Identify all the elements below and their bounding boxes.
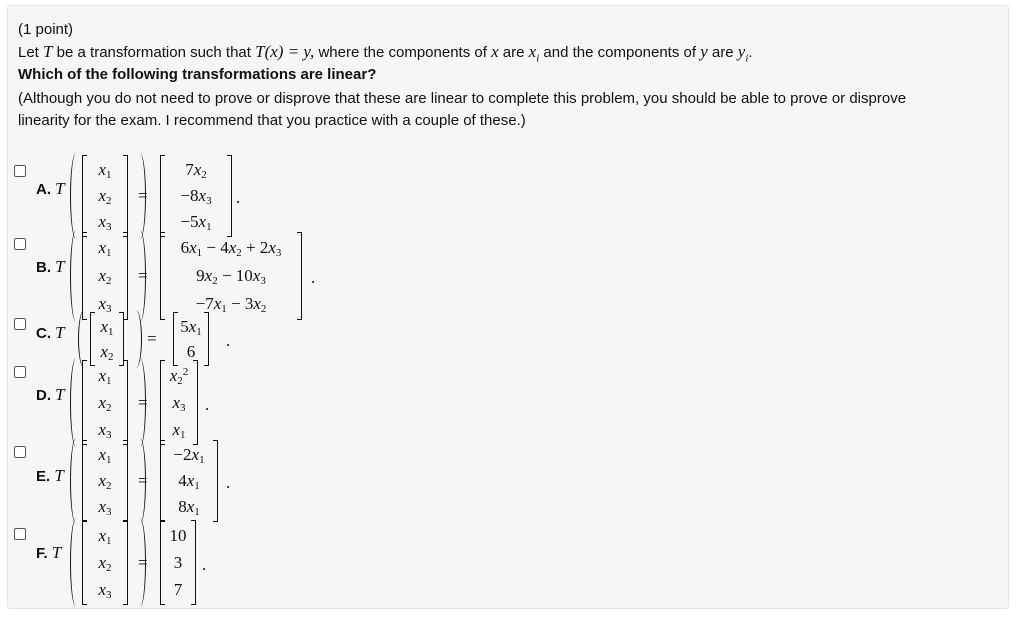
input-left-bracket [90,312,95,366]
input-left-bracket [82,520,87,605]
output-right-bracket [227,155,232,237]
output-entry: $-7x_1 - 3x_2$ [195,294,267,315]
input-entry: $x_1$ [98,160,112,181]
input-left-bracket [82,360,87,445]
option-checkbox[interactable] [14,238,26,250]
input-entry: $x_2$ [98,471,112,492]
period: . [311,268,316,287]
equals-sign: = [138,392,148,412]
option-label: B. T [36,257,65,276]
output-entry: $4x_1$ [178,471,200,492]
option-label: D. T [36,385,65,404]
equals-sign: = [138,266,148,285]
left-paren [70,230,82,322]
output-entry: $-2x_1$ [173,445,205,466]
left-paren [70,518,82,607]
input-entry: $x_3$ [98,497,112,518]
option-checkbox[interactable] [14,528,26,540]
option-checkbox[interactable] [14,366,26,378]
input-entry: $x_3$ [98,579,112,601]
input-left-bracket [82,155,87,237]
problem-intro: Let T be a transformation such that T(x) = y, where the components of x are $x_i$ and the components of y are $y_i$. [18,42,753,65]
note-line-1: (Although you do not need to prove or disprove that these are linear to complete this problem, you should be able to prove or disprove [18,90,907,107]
period: . [205,394,210,414]
option-checkbox[interactable] [14,446,26,458]
input-entry: $x_2$ [98,266,112,287]
period: . [236,188,241,207]
input-entry: $x_2$ [98,186,112,207]
period: . [226,331,231,350]
output-right-bracket [213,440,218,522]
output-entry: $x_2^2$ [169,365,189,387]
equals-sign: = [138,471,148,490]
left-paren [70,438,82,524]
input-entry: $x_3$ [98,294,112,315]
note-line-2: linearity for the exam. I recommend that you practice with a couple of these.) [18,112,526,129]
option-label: F. T [36,543,62,562]
input-entry: $x_1$ [98,238,112,259]
output-left-bracket [160,232,165,320]
output-right-bracket [193,360,198,445]
option-label: A. T [36,179,65,198]
output-entry: 7 [173,579,183,599]
input-entry: $x_1$ [98,445,112,466]
output-left-bracket [160,360,165,445]
input-right-bracket [123,155,128,237]
output-entry: $6x_1 - 4x_2 + 2x_3$ [180,238,282,259]
output-left-bracket [160,520,165,605]
output-entry: 6 [186,341,196,361]
equals-sign: = [147,329,157,348]
option-checkbox[interactable] [14,165,26,177]
input-entry: $x_1$ [100,316,114,338]
input-entry: $x_2$ [100,341,114,363]
equals-sign: = [138,186,148,205]
output-entry: $-5x_1$ [180,212,212,233]
question-text: Which of the following transformations are linear? [18,66,377,83]
input-right-bracket [123,440,128,522]
input-entry: $x_3$ [98,212,112,233]
output-entry: $x_3$ [172,392,186,414]
input-entry: $x_3$ [98,419,112,441]
output-entry: $7x_2$ [185,160,207,181]
output-left-bracket [173,312,178,366]
left-paren [70,153,82,239]
input-entry: $x_2$ [98,552,112,574]
option-label: C. T [36,323,65,342]
output-left-bracket [160,440,165,522]
equals-sign: = [138,552,148,572]
input-left-bracket [82,440,87,522]
output-right-bracket [191,520,196,605]
left-paren [70,358,82,447]
output-entry: $9x_2 - 10x_3$ [196,266,266,287]
input-right-bracket [119,312,124,366]
input-entry: $x_1$ [98,525,112,547]
input-right-bracket [123,360,128,445]
input-left-bracket [82,232,87,320]
option-label: E. T [36,466,64,485]
input-right-bracket [123,520,128,605]
input-entry: $x_2$ [98,392,112,414]
output-entry: 3 [173,552,183,572]
input-entry: $x_1$ [98,365,112,387]
output-right-bracket [297,232,302,320]
period: . [202,554,207,574]
output-entry: $5x_1$ [180,316,202,338]
output-left-bracket [160,155,165,237]
output-entry: 10 [169,525,187,545]
input-right-bracket [123,232,128,320]
points-label: (1 point) [18,21,74,38]
output-right-bracket [204,312,209,366]
period: . [226,473,231,492]
output-entry: $8x_1$ [178,497,200,518]
output-entry: $-8x_3$ [180,186,212,207]
option-checkbox[interactable] [14,318,26,330]
output-entry: $x_1$ [172,419,186,441]
